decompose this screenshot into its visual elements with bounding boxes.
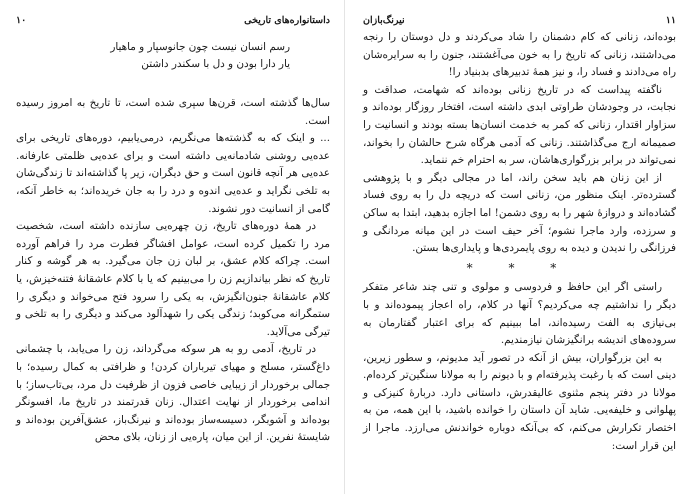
left-running-title: داستانواره‌های تاریخی xyxy=(244,15,330,26)
verse-line: رسم انسان نیست چون جانوسپار و ماهیار xyxy=(110,41,290,53)
paragraph: ... و اینک که به گذشته‌ها می‌نگریم، درمی‌یابیم، دوره‌های تاریخی برای عده‌یی روشنی شادمانه‌یی داشته است و برای عده‌یی ظلمتی عارفانه. عده‌یی هر آنچه قانون است و حق دیگران، زیر پا گذاشته‌اند تا زندگی‌شان به تلخی نگراید و عده‌یی اندوه و درد را به جان خریده‌اند؛ به خاطر آنکه، گامی از انسانیت دور نشوند. xyxy=(16,132,330,215)
right-page-number: ۱۱ xyxy=(665,15,676,26)
right-page xyxy=(344,0,688,494)
paragraph: ناگفته پیداست که در تاریخ زنانی بوده‌اند که شهامت، صداقت و نجابت، در وجودشان طراوتی ابدی داشته است، افتخار روزگار بوده‌اند و سزاوار اقتدار، زنانی که کمر به خدمت انسان‌ها بسته بودند و انسانیت را صمیمانه ارج می‌گذاشتند. زنانی که آدمی هرگاه شرح حالشان را بخواند، نمی‌تواند در برابر بزرگواری‌هاشان، سر به احترام خم ننماید. xyxy=(363,83,676,167)
paragraph: در تاریخ، آدمی رو به هر سوکه می‌گرداند، زن را می‌یابد، با چشمانی داغ‌گستر، مسلح و مهیای تیرباران کردن! و ظرافتی به کمال رسیده؛ با جمالی برخوردار از زیبایی خاصی فزون از ظرفیت دل مرد، بی‌تاب‌ساز؛ با اندامی برخوردار از نهایت اعتدال. زنان قدرتمند در تاریخ ما، افسونگر بوده‌اند و آشوبگر، دسیسه‌ساز بوده‌اند و نیرنگ‌باز، عشق‌آفرین بوده‌اند و شایستهٔ نفرین. از این میان، پاره‌یی از زنان، بلای محض xyxy=(16,343,330,444)
right-running-title: نیرنگ‌بازان xyxy=(363,15,405,26)
left-running-header xyxy=(16,12,330,29)
paragraph: در همهٔ دوره‌های تاریخ، زن چهره‌یی سازنده داشته است، شخصیت مرد را تکمیل کرده است، عوامل افشاگر فطرت مرد را فراهم آورده است. چراکه کلام عشق، بر لبان زن جان می‌گیرد. به هر گوشه و کنار تاریخ که نظر بیاندازیم زن را می‌بینیم که یا با کلام عاشقانهٔ فتنه‌خیزش، یا کلام عاشقانهٔ جنون‌انگیزش، به یکی را سرود فتح می‌خواند و دیگری را ستمگرانه می‌کوبد؛ زندگی یکی را شهدآلود می‌کند و دیگری را به تلخی و تیرگی می‌آلاید. xyxy=(16,220,330,338)
poem-verse xyxy=(16,39,290,73)
paragraph: راستی اگر این حافظ و فردوسی و مولوی و تنی چند شاعر متفکر دیگر را نداشتیم چه می‌کردیم؟ آنها در کلام، راه اعجاز پیموده‌اند و با بی‌نیازی به الفت رسیده‌اند، اما ببینیم که برای اعتبار گفتارمان به سروده‌های اندیشه برانگیزشان نیازمندیم. xyxy=(363,281,676,347)
paragraph: سال‌ها گذشته است، قرن‌ها سپری شده است، تا تاریخ به امروز رسیده است. xyxy=(16,97,330,127)
section-divider: * * * xyxy=(466,260,573,275)
paragraph: بوده‌اند، زنانی که کام دشمنان را شاد می‌کردند و دل دوستان را رنجه می‌داشتند، زنانی که تاریخ را به خون می‌آغشتند، جنون را به سرایره‌شان راه می‌دادند و فساد را، و نیز همهٔ تدبیرهای بدبنیاد را! xyxy=(363,31,676,79)
right-body-text xyxy=(363,29,676,455)
right-running-header xyxy=(363,12,676,29)
paragraph: به این بزرگواران، بیش از آنکه در تصور آید مدیونم، و سطور زیرین، دینی است که با رغبت پذیرفته‌ام و با دیونم را به مولانا سنگین‌تر کرده‌ام. مولانا در دفتر پنجم مثنوی عالیقدرش، داستانی دارد. دربارهٔ کنیزکی و پهلوانی و خلیفه‌یی. شاید آن داستان را خوانده باشید، با این همه، من به اختصار تکرارش می‌کنم، که بی‌آنکه دوباره خواندنش می‌ارزد. ماجرا از این قرار است: xyxy=(363,351,676,452)
left-body-text xyxy=(16,95,330,447)
verse-line: یار دارا بودن و دل با سکندر داشتن xyxy=(141,58,290,70)
paragraph: از این زنان هم باید سخن راند، اما در مجالی دیگر و با پژوهشی گسترده‌تر. اینک منظور من، زنانی است که دریچه دل را به روی فساد گشاده‌اند و دروازهٔ شهر را به روی دشمن! اما اجازه بدهید، ابتدا به ساکن و سرزده، وارد ماجرا نشوم؛ آخر حیف است در این میانه مردانگی و فرزانگی را ندیدن و دیده به روی پایمردی‌ها و پایداری‌ها بستن. xyxy=(363,171,676,255)
left-page-number: ۱۰ xyxy=(16,15,27,26)
